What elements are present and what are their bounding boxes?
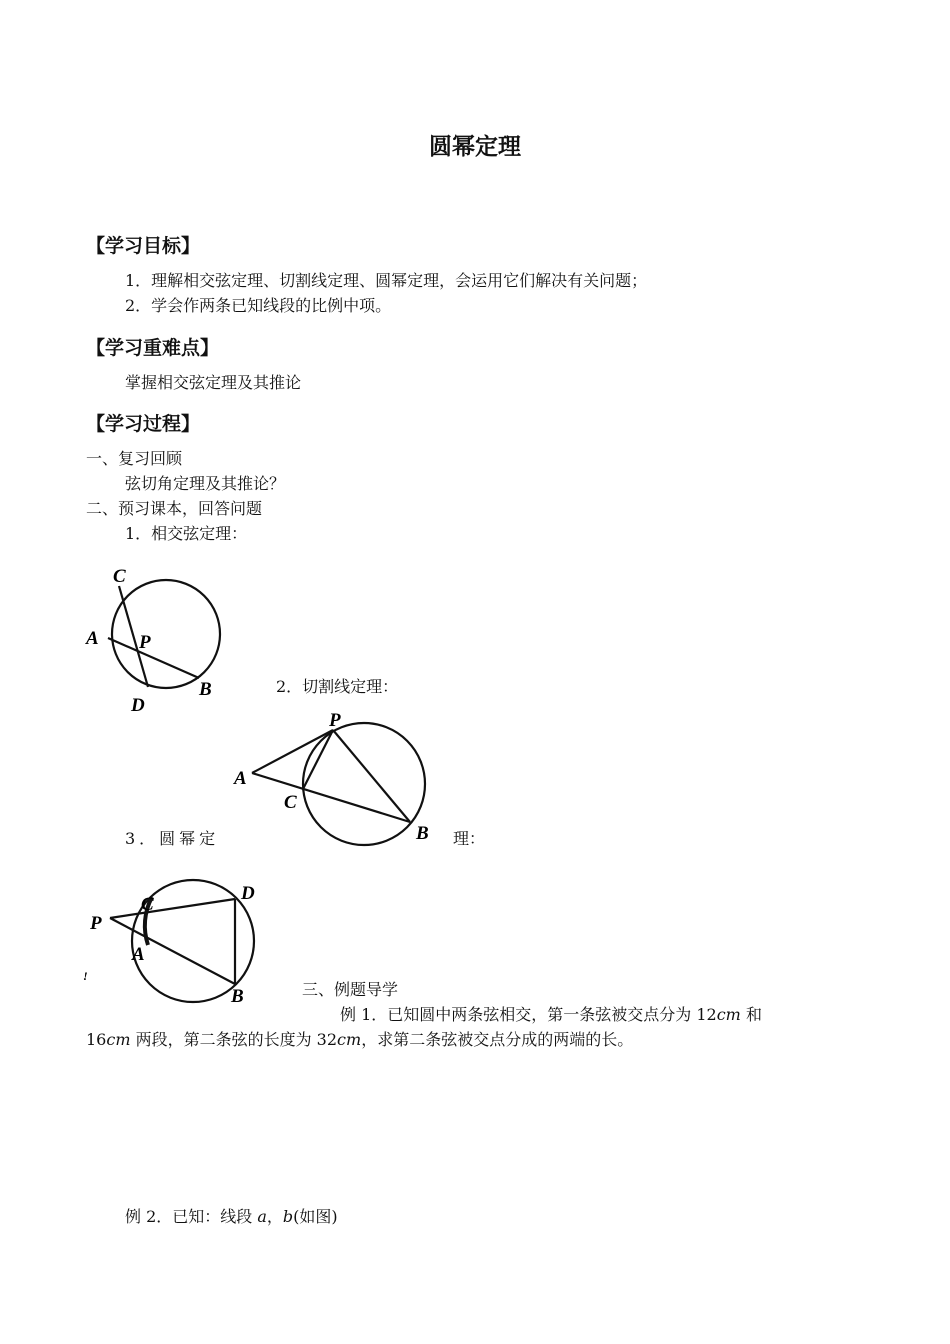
fig1-label-c: C [113,566,126,587]
fig2-secant-ab [252,773,410,822]
theorem-item-3-right: 理： [453,829,486,848]
figure-intersecting-chords [82,562,232,722]
example-2-sep: ， [266,1207,283,1226]
fig3-label-a: A [132,944,145,965]
fig3-label-b: B [231,986,244,1007]
examples-heading: 三、例题导学 [302,980,399,999]
figure-tangent-secant [232,706,442,856]
theorem-item-2: 2．切割线定理： [276,677,399,696]
example-2-line [125,1205,338,1229]
fig3-label-p: P [90,913,102,934]
objective-item-1: 1．理解相交弦定理、切割线定理、圆幂定理，会运用它们解决有关问题； [125,271,648,290]
example-1-unit-2: cm [106,1030,131,1049]
example-1-text-b: 和 [740,1005,762,1024]
fig1-label-a: A [86,628,99,649]
theorem-item-1: 1．相交弦定理： [125,524,248,543]
fig2-label-p: P [329,710,341,731]
example-1-text-e: ，求第二条弦被交点分成的两端的长。 [361,1030,634,1049]
example-2-var-a: a [257,1207,267,1226]
review-question: 弦切角定理及其推论？ [125,474,286,493]
example-1-text-d: 两段，第二条弦的长度为 32 [130,1030,338,1049]
example-2-text-a: 例 2．已知：线段 [125,1207,258,1226]
fig3-secant-pd [110,899,235,918]
fig2-label-c: C [284,792,297,813]
process-heading: 【学习过程】 [86,413,201,435]
fig2-chord-pb [333,730,410,822]
key-points-heading: 【学习重难点】 [86,337,220,359]
example-1-line-1 [340,1003,762,1027]
example-2-text-b: (如图) [293,1207,338,1226]
fig3-label-d: D [241,883,255,904]
example-1-text-a: 例 1．已知圆中两条弦相交，第一条弦被交点分为 12 [340,1005,717,1024]
review-heading: 一、复习回顾 [86,449,183,468]
theorem-item-3-left: 3．圆幂定 [125,829,220,848]
fig1-label-p: P [139,632,151,653]
key-points-text: 掌握相交弦定理及其推论 [125,373,302,392]
fig2-label-a: A [234,768,247,789]
fig3-label-c: C [141,894,154,915]
objectives-heading: 【学习目标】 [86,235,201,257]
example-1-unit-3: cm [337,1030,362,1049]
figure-power-of-point [82,878,272,1008]
example-1-unit-1: cm [716,1005,741,1024]
page-title: 圆幂定理 [429,134,521,160]
fig2-label-b: B [416,823,429,844]
example-2-var-b: b [282,1207,294,1226]
objective-item-2: 2．学会作两条已知线段的比例中项。 [125,296,392,315]
fig2-circle [303,723,425,845]
example-1-text-c: 16 [86,1030,107,1049]
fig3-stray-mark: ! [83,969,88,983]
example-1-line-2 [86,1028,633,1052]
fig3-secant-pb [110,918,235,984]
fig1-circle [112,580,220,688]
fig1-chord-ab [108,638,199,678]
fig1-label-b: B [199,679,212,700]
preview-heading: 二、预习课本，回答问题 [86,499,263,518]
fig1-label-d: D [131,695,145,716]
